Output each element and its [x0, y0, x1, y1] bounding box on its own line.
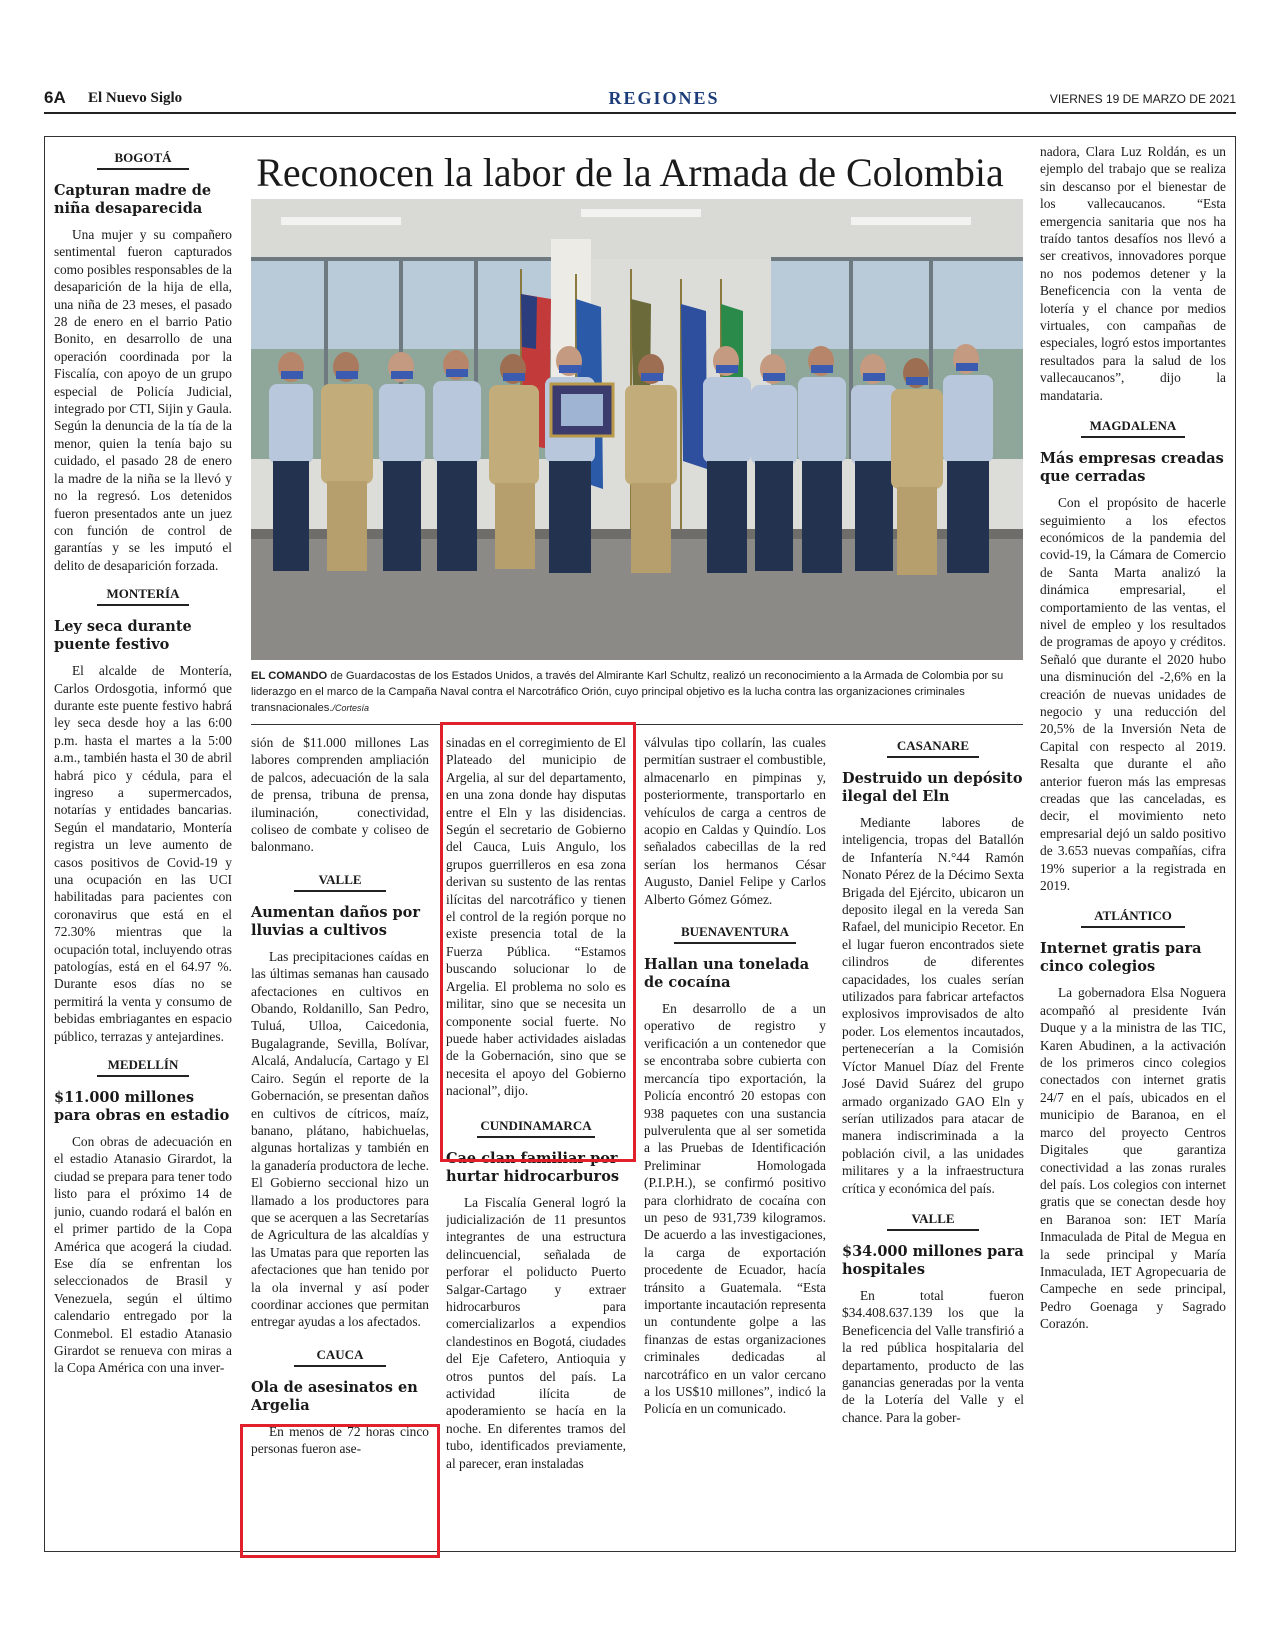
photo-caption — [251, 668, 1023, 716]
kicker-buenaventura: BUENAVENTURA — [674, 924, 796, 944]
main-headline: Reconocen la labor de la Armada de Colombia — [256, 150, 1004, 195]
kicker-medellin: MEDELLÍN — [97, 1057, 189, 1077]
headline-medellin: $11.000 millones para obras en estadio — [54, 1089, 230, 1125]
headline-valle-hospitales: $34.000 millones para hospitales — [842, 1242, 1024, 1278]
headline-valle: Aumentan daños por lluvias a cultivos — [251, 903, 420, 939]
highlight-box-cauca-continued — [440, 722, 636, 1162]
kicker-magdalena: MAGDALENA — [1081, 418, 1185, 438]
photo-credit: /Cortesía — [332, 703, 369, 713]
body-casanare: Mediante labores de inteligencia, tropas del Batallón de Infantería N.°44 Ramón Nonato Pérez de la Décimo Sexta Brigada del Ejército, ubicaron un deposito ilegal en la vereda San Rafael, del municipio Recetor. En el lugar fueron encontrados siete cilindros de diferentes capacidades, los cuales serían utilizados para fabricar artefactos explosivos improvisados de alto poder. Los elementos incautados, pertenecerían a la Comisión Víctor Manuel Díaz del Frente José David Suárez del grupo armado organizado GAO Eln y serían utilizados para atacar de manera indiscriminada a la población civil, a las unidades militares y a la infraestructura crítica y económica del país. — [842, 815, 1024, 1196]
article-bogota — [54, 150, 232, 574]
kicker-bogota: BOGOTÁ — [97, 150, 189, 170]
kicker-atlantico: ATLÁNTICO — [1081, 908, 1185, 928]
article-atlantico — [1040, 908, 1226, 1332]
headline-magdalena: Más empresas creadas que cerradas — [1040, 450, 1224, 486]
body-cundinamarca: La Fiscalía General logró la judicialización de 11 presuntos integrantes de una estructura delincuencial, señalada de perforar el poliducto Puerto Salgar-Cartago y extraer hidrocarburos para comercializarlos a expendios clandestinos en Bogotá, ciudades del Eje Cafetero, Antioquia y otros puntos del país. La actividad ilícita de apoderamiento se hacía en la noche. En diferentes tramos del tubo, identificados previamente, al parecer, eran instaladas — [446, 1194, 626, 1471]
body-atlantico: La gobernadora Elsa Noguera acompañó al presidente Iván Duque y a la ministra de las TIC, Karen Abudinen, a la activación de los primeros cinco colegios conectados con internet gratis 24/7 en el país, ubicados en el municipio de Baranoa, en el marco del proyecto Centros Digitales que garantiza conectividad a las zonas rurales del país. Los colegios con internet gratis que se conectan desde hoy en Baranoa son: IET María Inmaculada de Pital de Megua en la sede principal y María Inmaculada, IET Agropecuaria de Campeche en sede principal, Pedro Goenaga y Sagrado Corazón. — [1040, 985, 1226, 1332]
newspaper-name: El Nuevo Siglo — [88, 90, 183, 106]
highlight-box-cauca-start — [240, 1424, 440, 1558]
headline-atlantico: Internet gratis para cinco colegios — [1040, 940, 1202, 976]
headline-bogota: Capturan madre de niña desaparecida — [54, 182, 212, 217]
kicker-casanare: CASANARE — [887, 738, 979, 758]
column-6 — [1040, 143, 1226, 1543]
article-casanare — [842, 738, 1024, 1197]
naval-ceremony-photo-icon — [251, 199, 1023, 660]
headline-casanare: Destruido un depósito ilegal del Eln — [842, 770, 1023, 805]
body-buenaventura: En desarrollo de a un operativo de registro y verificación a un contenedor que se encontraba sobre cubierta con mercancía tipo exportación, la Policía encontró 20 estopas con 938 paquetes con una sustancia pulverulenta que al ser sometida a las Pruebas de Identificación Preliminar Homologada (P.I.P.H.), se confirmó positivo para clorhidrato de cocaína con un peso de 931,739 kilogramos. De acuerdo a las investigaciones, la carga de exportación procedente de Ecuador, hacía tránsito a Guatemala. “Esta importante incautación representa un contundente golpe a las finanzas de estas organizaciones criminales dedicadas al narcotráfico en un valor cercano a los US$10 millones”, indicó la Policía en un comunicado. — [644, 1001, 826, 1417]
body-valle-hospitales-continued: nadora, Clara Luz Roldán, es un ejemplo del trabajo que se realiza sin descanso por el bienestar de los vallecaucanos. “Esta emergencia sanitaria que nos ha traído tantos desafíos nos llevó a ser creativos, innovadores porque no nos podemos detener y la Beneficencia con la venta de lotería y el chance por medios virtuales, con campañas de especiales, logró estos importantes resultados para la salud de los vallecaucanos”, dijo la mandataria. — [1040, 144, 1226, 403]
article-medellin — [54, 1057, 232, 1377]
issue-date: VIERNES 19 DE MARZO DE 2021 — [1049, 92, 1236, 106]
headline-cauca: Ola de asesinatos en Argelia — [251, 1378, 418, 1414]
column-5 — [842, 738, 1024, 1544]
article-valle-hospitales — [842, 1211, 1024, 1426]
body-cauca-continued: sinadas en el corregimiento de El Plateado del municipio de Argelia, al sur del departamento, en una zona donde hay disputas entre el Eln y las disidencias. Según el secretario de Gobierno del Cauca, Luis Angulo, los grupos guerrilleros en esa zona derivan su sustento de las rentas ilícitas del narcotráfico y tienen el control de la región porque no existe presencia total de la Fuerza Pública. “Estamos buscando solucionar lo de Argelia. El problema no solo es militar, sino que se necesita un componente social fuerte. No puede haber actividades aisladas de la Gobernación, sino que se necesita el apoyo del Gobierno nacional”, dijo. — [446, 735, 626, 1099]
article-cundinamarca — [446, 1118, 626, 1473]
kicker-monteria: MONTERÍA — [97, 586, 189, 606]
body-medellin-continued: sión de $11.000 millones Las labores comprenden ampliación de palcos, adecuación de la sala de prensa, tribuna de prensa, iluminación, conectividad, coliseo de combate y coliseo de balonmano. — [251, 735, 429, 855]
article-monteria — [54, 586, 232, 1045]
headline-buenaventura: Hallan una tonelada de cocaína — [644, 956, 810, 992]
column-4 — [644, 734, 826, 1544]
body-bogota: Una mujer y su compañero sentimental fueron capturados como posibles responsables de la desaparición de la hija de ella, una niña de 23 meses, el pasado 28 de enero en el barrio Patio Bonito, en desarrollo de una operación coordinada por la Fiscalía, con apoyo de un grupo especial de Policía Judicial, integrado por CTI, Sijin y Gaula. Según la denuncia de la tía de la menor, quien la tenía bajo su cuidado, el pasado 28 de enero la madre de la niña se la llevó y no la regresó. Los detenidos fueron presentados ante un juez con función de control de garantías y se les imputó el delito de desaparición forzada. — [54, 227, 232, 573]
kicker-valle: VALLE — [294, 872, 386, 892]
photo-rule — [251, 724, 1023, 725]
caption-lead: EL COMANDO — [251, 670, 328, 682]
body-cauca: En menos de 72 horas cinco personas fueron ase- — [251, 1423, 429, 1457]
kicker-cundinamarca: CUNDINAMARCA — [477, 1118, 595, 1138]
headline-monteria: Ley seca durante puente festivo — [54, 618, 192, 654]
masthead — [44, 88, 1236, 114]
body-monteria: El alcalde de Montería, Carlos Ordosgotia, informó que durante este puente festivo habrá ley seca desde hoy a las 6:00 p.m. hasta el martes a la 5:00 a.m., también hasta el 30 de abril habrá pico y cédula, para el ingreso a supermercados, notarías y entidades bancarias. Según el mandatario, Montería registra un leve aumento de casos positivos de Covid-19 y una ocupación en las UCI habilitadas para pacientes con coronavirus que está en el 72.30% mientras que la ocupación total, incluyendo otras patologías, está en el 64.97 %. Durante esos días no se permitirá la venta y consumo de bebidas embriagantes en espacio público, terrazas y antejardines. — [54, 663, 232, 1044]
article-buenaventura — [644, 924, 826, 1418]
article-valle — [251, 872, 429, 1331]
body-medellin: Con obras de adecuación en el estadio Atanasio Girardot, la ciudad se prepara para tener todo listo para el próximo 14 de junio, cuando rodará el balón en el primer partido de la Copa América que acogerá la ciudad. Ese día se enfrentan los seleccionados de Brasil y Venezuela, según el último calendario entregado por la Conmebol. El estadio Atanasio Girardot se renueva con miras a la Copa América con una inver- — [54, 1134, 232, 1376]
body-magdalena: Con el propósito de hacerle seguimiento a los efectos económicos de la pandemia del covid-19, la Cámara de Comercio de Santa Marta analizó la dinámica empresarial, el comportamiento de las ventas, el nivel de empleo y los resultados de programas de apoyo y créditos. Señaló que durante el 2020 hubo una disminución del -2,6% en la creación de nuevas unidades de negocio y una reducción del 20,5% de la Inversión Neta de Capital con respecto al 2019. Resalta que durante el año anterior fueron más las empresas creadas que las canceladas, es decir, el movimiento neto empresarial dejó un saldo positivo de 3.653 nuevas compañías, cifra 19% superior a la registrada en 2019. — [1040, 495, 1226, 894]
body-valle: Las precipitaciones caídas en las últimas semanas han causado afectaciones en cultivos en Obando, Roldanillo, San Pedro, Tuluá, Ulloa, Caicedonia, Bugalagrande, Sevilla, Bolívar, Alcalá, Andalucía, Cartago y El Cairo. Según el reporte de la Gobernación, se presentan daños en cultivos de cítricos, maíz, banano, plátano, habichuelas, algunas hortalizas y también en la ganadería productora de leche. El Gobierno seccional hizo un llamado a los productores para que se acerquen a las Secretarías de Agricultura de las alcaldías y las Umatas para que reporten las afectaciones que han tenido por la ola invernal y así poder coordinar acciones que permitan entregar ayudas a los afectados. — [251, 948, 429, 1330]
kicker-cauca: CAUCA — [294, 1347, 386, 1367]
body-cundinamarca-continued: válvulas tipo collarín, las cuales permitían sustraer el combustible, almacenarlo en pimpinas y, posteriormente, transportarlo en vehículos de carga a centros de acopio en Caldas y Quindío. Los señalados cabecillas de la red serían los hermanos César Augusto, Daniel Felipe y Carlos Alberto Gómez Gómez. — [644, 735, 826, 907]
column-2 — [251, 734, 429, 1544]
headline-cundinamarca: Cae clan familiar por hurtar hidrocarburos — [446, 1149, 620, 1185]
kicker-valle-hospitales: VALLE — [887, 1211, 979, 1231]
article-magdalena — [1040, 418, 1226, 894]
section-title: REGIONES — [608, 88, 720, 108]
column-1 — [54, 150, 232, 1545]
caption-text: de Guardacostas de los Estados Unidos, a través del Almirante Karl Schultz, realizó un reconocimiento a la Armada de Colombia por su liderazgo en el marco de la Campaña Naval contra el Narcotráfico Orión, cuyo principal objetivo es la lucha contra las organizaciones criminales transnacionales. — [251, 670, 1004, 714]
page-number: 6A — [44, 88, 66, 107]
body-valle-hospitales: En total fueron $34.408.637.139 los que la Beneficencia del Valle transfirió a la red pública hospitalaria del departamento, producto de las ganancias generadas por la venta de la Lotería del Valle y el chance. Para la gober- — [842, 1287, 1024, 1425]
main-photo — [251, 199, 1023, 660]
